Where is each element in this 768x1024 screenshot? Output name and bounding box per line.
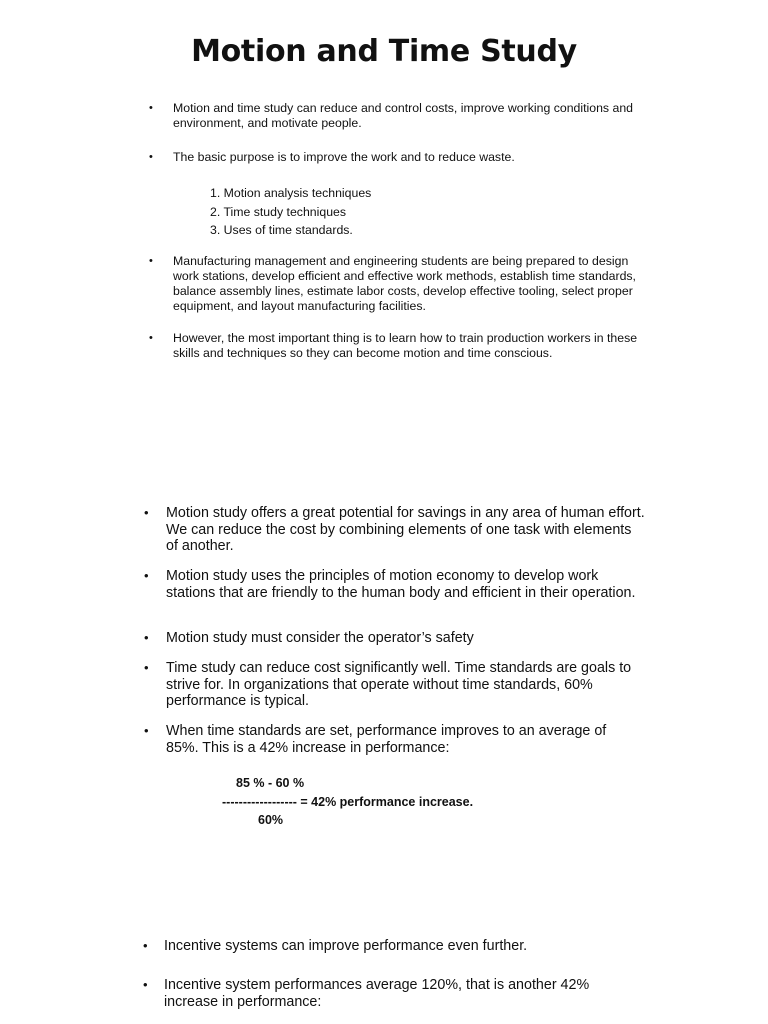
- slide1-bullet-list: [149, 101, 643, 131]
- slide3-bullet-list: [143, 977, 614, 1010]
- bullet-text: Manufacturing management and engineering students are being prepared to design work stations, develop efficient and effective work methods, establish time standards, balance assembly lines, estimate labor costs, develop effective tooling, select proper equipment, and layout manufacturing facilities.: [173, 254, 636, 313]
- bullet-icon: •: [149, 255, 153, 267]
- list-item: [149, 254, 643, 314]
- list-item: 2. Time study techniques: [210, 204, 347, 219]
- bullet-text: Incentive systems can improve performance even further.: [164, 938, 528, 954]
- formula-fraction-line: [222, 795, 473, 809]
- list-item: [143, 938, 634, 955]
- page-title: Motion and Time Study: [191, 34, 577, 69]
- slide1-bullet-list: [149, 150, 643, 165]
- slide1-bullet-list: [149, 331, 643, 361]
- list-item: [149, 101, 643, 131]
- bullet-icon: •: [144, 505, 149, 520]
- list-item: [149, 331, 643, 361]
- bullet-text: Motion study uses the principles of motion economy to develop work stations that are friendly to the human body and efficient in their operation.: [166, 568, 636, 601]
- list-item: [144, 723, 636, 756]
- slide2-bullet-list: [144, 568, 636, 601]
- bullet-icon: •: [144, 568, 149, 583]
- list-item: [144, 660, 652, 710]
- bullet-icon: •: [144, 723, 149, 738]
- bullet-text: However, the most important thing is to learn how to train production workers in these skills and techniques so they can become motion and time conscious.: [173, 331, 638, 360]
- list-item: [144, 505, 646, 555]
- bullet-icon: •: [144, 660, 149, 675]
- bullet-icon: •: [149, 102, 153, 114]
- bullet-text: Motion study offers a great potential for savings in any area of human effort. We can reduce the cost by combining elements of one task with elements of another.: [166, 505, 645, 554]
- bullet-text: Motion study must consider the operator’s safety: [166, 630, 474, 646]
- bullet-text: When time standards are set, performance improves to an average of 85%. This is a 42% increase in performance:: [166, 723, 607, 756]
- list-item: 1. Motion analysis techniques: [210, 186, 372, 200]
- formula-denominator: 60%: [258, 813, 284, 827]
- bullet-icon: •: [149, 151, 153, 163]
- list-item: [144, 630, 666, 647]
- bullet-icon: •: [143, 977, 148, 992]
- bullet-icon: •: [149, 332, 153, 344]
- list-item: [149, 150, 643, 165]
- numbered-list: [210, 184, 371, 240]
- list-item: 3. Uses of time standards.: [210, 223, 353, 237]
- list-item: [143, 977, 614, 1010]
- slide1-bullet-list: [149, 254, 643, 314]
- slide2-bullet-list: [144, 630, 666, 647]
- slide3-bullet-list: [143, 938, 634, 955]
- slide2-bullet-list: [144, 723, 636, 756]
- formula-numerator: 85 % - 60 %: [236, 776, 305, 790]
- slide2-bullet-list: [144, 505, 646, 555]
- bullet-text: Motion and time study can reduce and control costs, improve working conditions and environment, and motivate people.: [173, 101, 634, 130]
- bullet-text: The basic purpose is to improve the work and to reduce waste.: [173, 150, 515, 164]
- bullet-text: Time study can reduce cost significantly well. Time standards are goals to strive for. In organizations that operate without time standards, 60% performance is typical.: [166, 660, 632, 709]
- bullet-icon: •: [143, 938, 148, 953]
- bullet-text: Incentive system performances average 120%, that is another 42% increase in performance:: [164, 977, 590, 1010]
- bullet-icon: •: [144, 630, 149, 645]
- list-item: [144, 568, 636, 601]
- formula-line: ------------------ = 42% performance increase.: [222, 795, 474, 809]
- slide2-bullet-list: [144, 660, 652, 710]
